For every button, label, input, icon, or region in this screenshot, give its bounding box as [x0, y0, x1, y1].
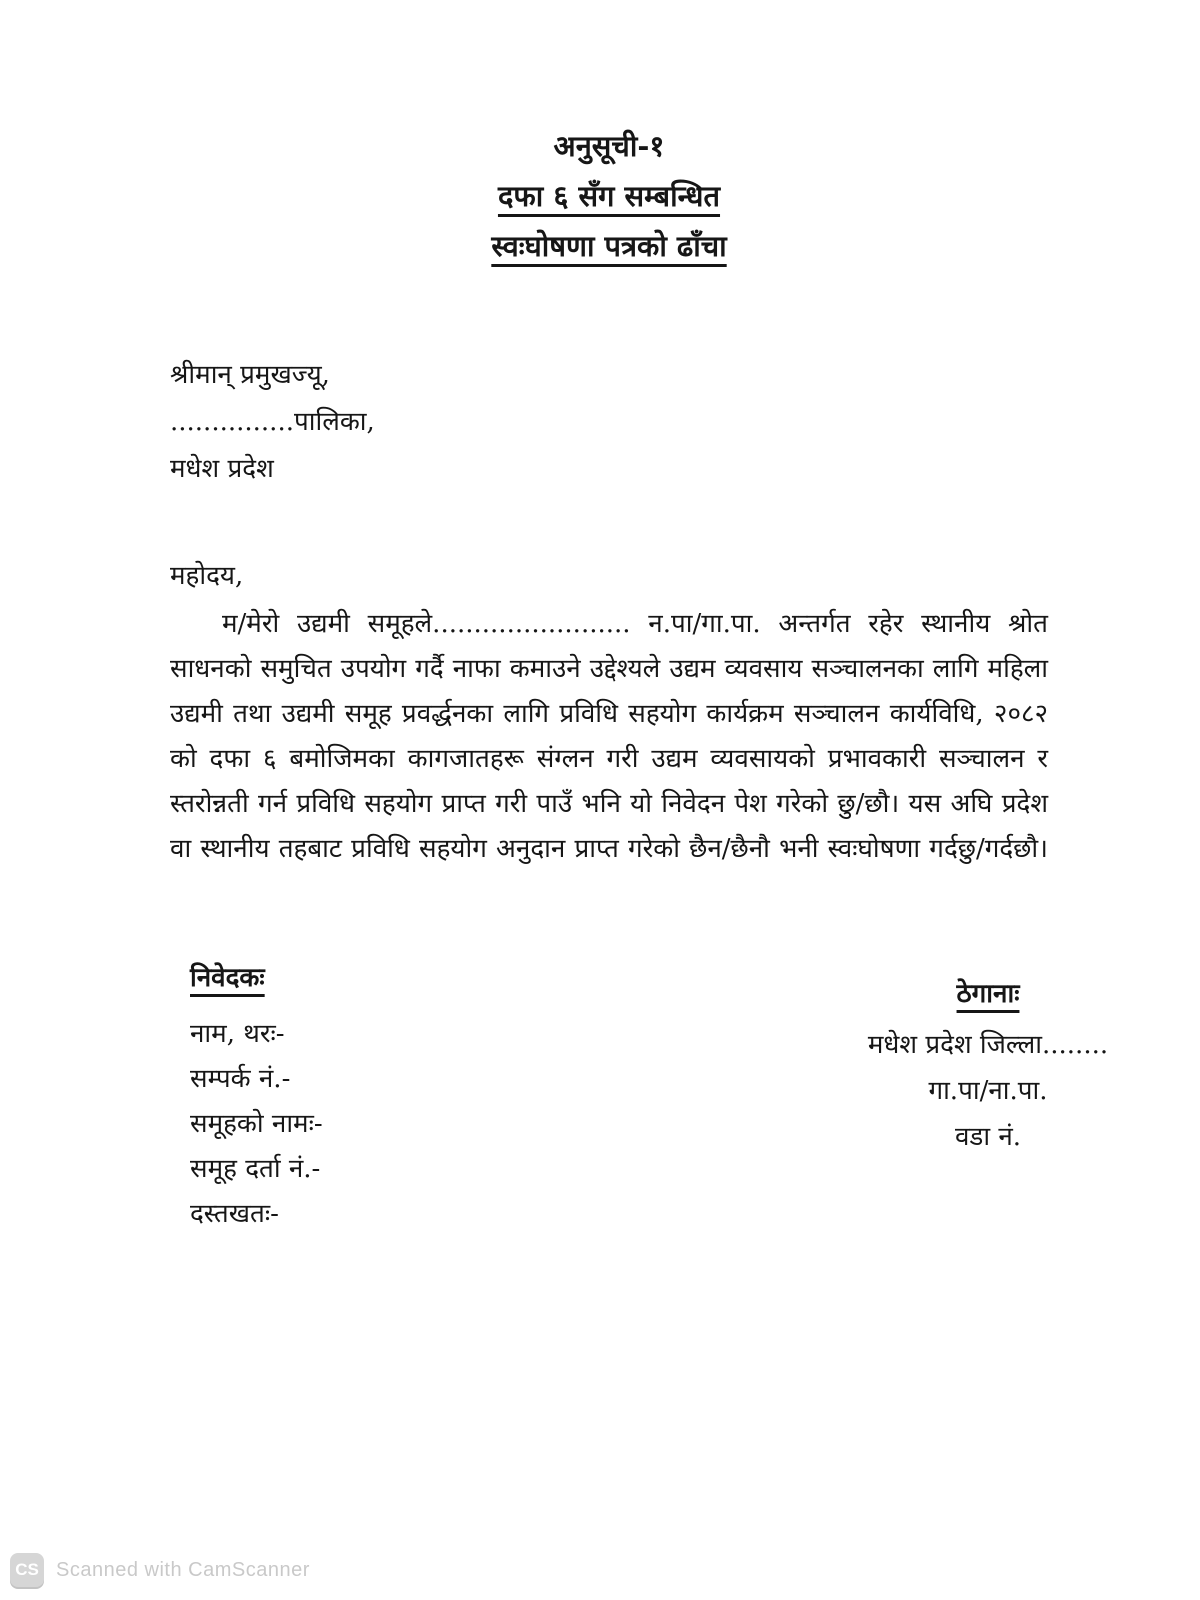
address-block [856, 976, 1120, 1160]
section-ref: दफा ६ सँग सम्बन्धित [497, 179, 721, 213]
salutation: महोदय, [170, 561, 244, 591]
applicant-heading: निवेदकः [190, 963, 265, 993]
applicant-field-name: नाम, थरः- [190, 1019, 285, 1049]
camscanner-badge-icon: CS [10, 1553, 44, 1587]
body-line: को दफा ६ बमोजिमका कागजातहरू संग्लन गरी उद्यम व्यवसायको प्रभावकारी सञ्चालन र [170, 744, 1048, 774]
addressee-province: मधेश प्रदेश [170, 454, 274, 484]
document-header [170, 128, 1048, 278]
camscanner-watermark [10, 1553, 310, 1587]
form-title: स्वःघोषणा पत्रको ढाँचा [491, 229, 727, 263]
addressee-block [170, 352, 375, 493]
body-line: साधनको समुचित उपयोग गर्दै नाफा कमाउने उद्देश्यले उद्यम व्यवसाय सञ्चालनका लागि महिला [170, 654, 1048, 684]
applicant-field-contact: सम्पर्क नं.- [190, 1064, 291, 1094]
address-line-district: मधेश प्रदेश जिल्ला........ [867, 1030, 1109, 1060]
addressee-recipient: श्रीमान् प्रमुखज्यू, [170, 360, 330, 390]
watermark-text: Scanned with CamScanner [56, 1558, 310, 1581]
address-line-municipality: गा.पा/ना.पा. [928, 1076, 1048, 1106]
applicant-block [190, 960, 323, 1237]
body-paragraph [170, 602, 1048, 872]
address-heading: ठेगानाः [956, 979, 1020, 1009]
applicant-field-signature: दस्तखतः- [190, 1199, 279, 1229]
schedule-title: अनुसूची-१ [553, 129, 665, 163]
addressee-municipality: ...............पालिका, [170, 407, 375, 437]
body-line: उद्यमी तथा उद्यमी समूह प्रवर्द्धनका लागि प्रविधि सहयोग कार्यक्रम सञ्चालन कार्यविधि, २०८२ [170, 699, 1048, 729]
applicant-field-group-reg-no: समूह दर्ता नं.- [190, 1154, 321, 1184]
body-line: म/मेरो उद्यमी समूहले........................ न.पा/गा.पा. अन्तर्गत रहेर स्थानीय श्रोत [222, 609, 1048, 639]
address-line-ward: वडा नं. [954, 1122, 1022, 1152]
body-line: वा स्थानीय तहबाट प्रविधि सहयोग अनुदान प्राप्त गरेको छैन/छैनौ भनी स्वःघोषणा गर्दछु/गर्दछौ। [170, 834, 1048, 864]
body-line: स्तरोन्नती गर्न प्रविधि सहयोग प्राप्त गरी पाउँ भनि यो निवेदन पेश गरेको छु/छौ। यस अघि प्रदेश [170, 789, 1048, 819]
applicant-field-group-name: समूहको नामः- [190, 1109, 323, 1139]
